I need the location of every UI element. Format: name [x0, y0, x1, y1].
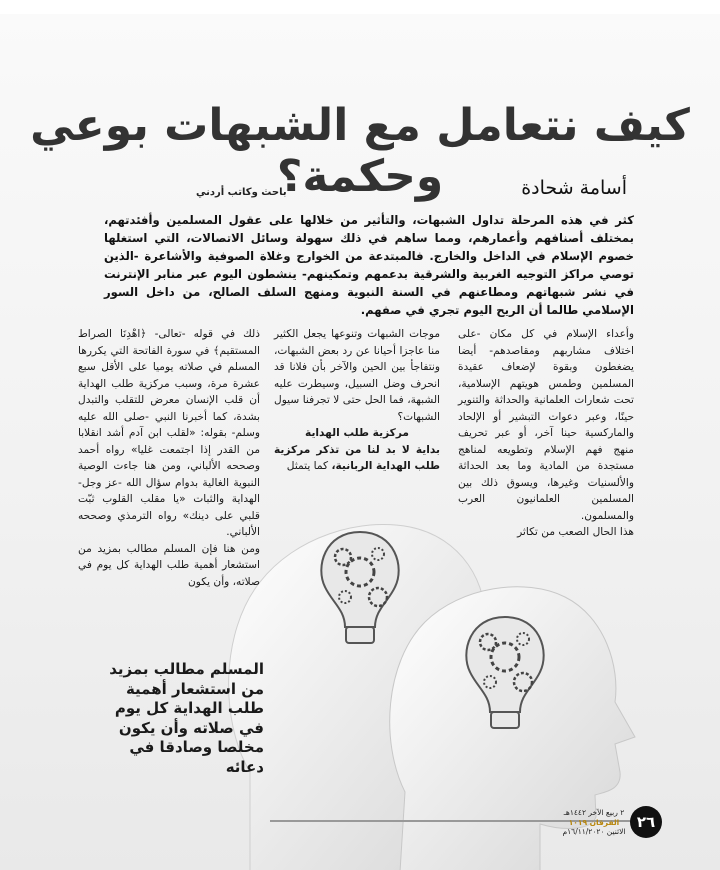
column-left	[78, 326, 260, 590]
column-text-tail: كما يتمثل	[286, 460, 329, 472]
issue-date-hijri: ٢ ربيع الآخر ١٤٤٢هـ	[563, 808, 625, 817]
column-right	[458, 326, 634, 541]
column-text-tail: هذا الحال الصعب من تكاثر	[517, 526, 634, 538]
issue-info	[560, 808, 628, 837]
section-subheading: مركزية طلب الهداية	[305, 427, 409, 439]
column-text: وأعداء الإسلام في كل مكان -على اختلاف مشاربهم ومقاصدهم- أيضا يضغطون وبقوة لإضعاف عقيدة المسلمين وطمس هويتهم الإسلامية، تحت شعارات العلمانية والحداثة والتنوير حينًا، وعبر دعوات التبشير أو الإلحاد والماركسية حينا آخر، أو عبر تحريف منهج فهم الإسلام وتطويعه لمناهج مستجدة من المادية وما بعد الحداثة والألسنيات وغيرها، ويسوق ذلك بين المسلمين العلمانيون العرب والمسلمون.	[458, 328, 634, 522]
column-text-tail: ومن هنا فإن المسلم مطالب بمزيد من استشعار أهمية طلب الهداية كل يوم في صلاته، وأن يكون	[78, 542, 260, 588]
column-text-bold: بداية لا بد لنا من تذكر مركزية طلب الهداية الربانية،	[274, 443, 440, 472]
article-title: كيف نتعامل مع الشبهات بوعي وحكمة؟	[30, 100, 690, 202]
pull-quote: المسلم مطالب بمزيد من استشعار أهمية طلب الهداية كل يوم في صلاته وأن يكون مخلصا وصادقا في دعائه	[109, 660, 264, 776]
column-middle	[274, 326, 440, 475]
author-role: باحث وكاتب أردني	[196, 187, 287, 198]
article-intro: كثر في هذه المرحلة تداول الشبهات، والتأثير من خلالها على عقول المسلمين وأفئدتهم، بمختلف أصنافهم وأعمارهم، ومما ساهم في ذلك سهولة وسائل الاتصالات، التي استغلها خصوم الإسلام في الداخل والخارج. فالمبتدعة من الخوارج وغلاة الصوفية والأشاعرة -الذين توصي مراكز التوجيه الغربية والشرقية بدعمهم وتمكينهم- ينشطون اليوم عبر منابر الإنترنت في نشر شبهاتهم ومطاعنهم في السنة النبوية ومنهج السلف الصالح، من داخل السور الإسلامي طالما أن الريح اليوم تجري في صفهم.	[104, 213, 634, 317]
issue-date-gregorian: الاثنين ١٦/١١/٢٠٢٠م	[562, 827, 626, 836]
page-number: ٢٦	[630, 806, 662, 838]
column-text: موجات الشبهات وتنوعها يجعل الكثير منا عاجزا أحيانا عن رد بعض الشبهات، ونتفاجأ بين الحين والآخر بأن فلانا قد انحرف وضل السبيل، وسيطرت عليه الشبهة، فما الحل حتى لا تجرفنا سيول الشبهات؟	[274, 328, 440, 423]
column-text: ذلك في قوله -تعالى- ﴿اهْدِنَا الصراط المستقيم﴾ في سورة الفاتحة التي يكررها المسلم في صلاته يوميا على الأقل سبع عشرة مرة، وسبب مركزية طلب الهداية أن قلب الإنسان معرض للتقلب والتبدل بشدة، كما أخبرنا النبي -صلى الله عليه وسلم- بقوله: «لقلب ابن آدم أشد انقلابا من القدر إذا اجتمعت غليا» رواه أحمد وصححه الألباني، ومن هنا جاءت الوصية النبوية الغالية بدوام سؤال الله -عز وجل- الهداية والثبات «يا مقلب القلوب ثبّت قلبي على دينك» رواه الترمذي وصححه الألباني.	[78, 328, 260, 538]
author-name: أسامة شحادة	[521, 177, 627, 199]
top-margin	[0, 0, 720, 14]
magazine-brand: الفرقان ١٠١٩	[568, 817, 620, 827]
